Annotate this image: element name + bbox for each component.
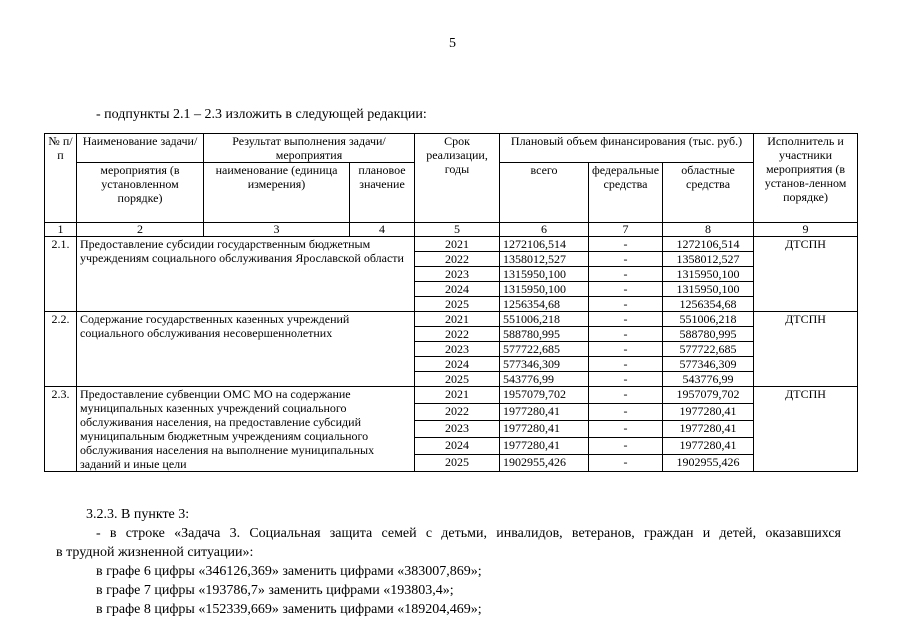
federal-cell: -: [589, 372, 663, 387]
year-cell: 2025: [415, 372, 500, 387]
column-number: 6: [500, 223, 589, 237]
paragraph-line: в графе 8 цифры «152339,669» заменить цифрами «189204,469»;: [96, 602, 482, 617]
regional-cell: 1977280,41: [663, 438, 754, 455]
regional-cell: 543776,99: [663, 372, 754, 387]
year-cell: 2022: [415, 252, 500, 267]
paragraph-line: в графе 7 цифры «193786,7» заменить цифрами «193803,4»;: [96, 583, 454, 598]
table-row: [45, 312, 858, 327]
regional-cell: 1902955,426: [663, 455, 754, 472]
amendment-text: [56, 505, 841, 619]
year-cell: 2021: [415, 312, 500, 327]
total-cell: 1902955,426: [500, 455, 589, 472]
total-cell: 1977280,41: [500, 404, 589, 421]
federal-cell: -: [589, 387, 663, 404]
total-cell: 1315950,100: [500, 267, 589, 282]
total-cell: 588780,995: [500, 327, 589, 342]
federal-cell: -: [589, 421, 663, 438]
column-number: 4: [350, 223, 415, 237]
total-cell: 1358012,527: [500, 252, 589, 267]
intro-text: - подпункты 2.1 – 2.3 изложить в следующей редакции:: [96, 107, 427, 122]
financing-table: [44, 133, 858, 472]
column-number: 3: [204, 223, 350, 237]
header-total: всего: [500, 163, 589, 223]
federal-cell: -: [589, 438, 663, 455]
header-federal: федеральные средства: [589, 163, 663, 223]
regional-cell: 1315950,100: [663, 267, 754, 282]
row-num: 2.2.: [45, 312, 77, 387]
header-executor: Исполнитель и участники мероприятия (в установ-ленном порядке): [754, 134, 858, 223]
year-cell: 2023: [415, 342, 500, 357]
column-number: 5: [415, 223, 500, 237]
regional-cell: 588780,995: [663, 327, 754, 342]
table-row: [45, 237, 858, 252]
column-number: 9: [754, 223, 858, 237]
paragraph-line: в трудной жизненной ситуации»:: [56, 545, 254, 560]
total-cell: 1272106,514: [500, 237, 589, 252]
federal-cell: -: [589, 342, 663, 357]
row-num: 2.3.: [45, 387, 77, 472]
regional-cell: 1272106,514: [663, 237, 754, 252]
federal-cell: -: [589, 267, 663, 282]
year-cell: 2025: [415, 297, 500, 312]
federal-cell: -: [589, 455, 663, 472]
year-cell: 2023: [415, 267, 500, 282]
regional-cell: 1315950,100: [663, 282, 754, 297]
federal-cell: -: [589, 404, 663, 421]
total-cell: 1256354,68: [500, 297, 589, 312]
federal-cell: -: [589, 357, 663, 372]
total-cell: 551006,218: [500, 312, 589, 327]
item-heading: 3.2.3. В пункте 3:: [86, 507, 190, 522]
federal-cell: -: [589, 252, 663, 267]
column-number: 2: [77, 223, 204, 237]
row-name: Предоставление субвенции ОМС МО на содержание муниципальных казенных учреждений социального обслуживания населения, на предоставление субсидий муниципальным бюджетным учреждениям социального обслуживания населения на выполнение муниципальных заданий и иные цели: [77, 387, 415, 472]
header-regional: областные средства: [663, 163, 754, 223]
year-cell: 2024: [415, 357, 500, 372]
regional-cell: 1957079,702: [663, 387, 754, 404]
total-cell: 543776,99: [500, 372, 589, 387]
federal-cell: -: [589, 327, 663, 342]
column-number: 8: [663, 223, 754, 237]
header-funding: Плановый объем финансирования (тыс. руб.): [500, 134, 754, 163]
year-cell: 2025: [415, 455, 500, 472]
header-num: № п/п: [45, 134, 77, 223]
row-name: Предоставление субсидии государственным бюджетным учреждениям социального обслуживания Ярославской области: [77, 237, 415, 312]
regional-cell: 1977280,41: [663, 404, 754, 421]
row-name: Содержание государственных казенных учреждений социального обслуживания несовершеннолетних: [77, 312, 415, 387]
row-executor: ДТСПН: [754, 237, 858, 312]
row-executor: ДТСПН: [754, 312, 858, 387]
regional-cell: 577722,685: [663, 342, 754, 357]
year-cell: 2024: [415, 282, 500, 297]
header-term: Срок реализации, годы: [415, 134, 500, 223]
year-cell: 2024: [415, 438, 500, 455]
header-name-top: Наименование задачи/: [77, 134, 204, 163]
regional-cell: 1256354,68: [663, 297, 754, 312]
column-numbers-row: [45, 223, 858, 237]
header-name-bottom: мероприятия (в установленном порядке): [77, 163, 204, 223]
total-cell: 577346,309: [500, 357, 589, 372]
year-cell: 2021: [415, 237, 500, 252]
federal-cell: -: [589, 297, 663, 312]
header-result: Результат выполнения задачи/мероприятия: [204, 134, 415, 163]
total-cell: 577722,685: [500, 342, 589, 357]
column-number: 1: [45, 223, 77, 237]
total-cell: 1315950,100: [500, 282, 589, 297]
table-row: [45, 387, 858, 404]
header-result-name: наименование (единица измерения): [204, 163, 350, 223]
total-cell: 1957079,702: [500, 387, 589, 404]
paragraph-line: в графе 6 цифры «346126,369» заменить цифрами «383007,869»;: [96, 564, 482, 579]
row-num: 2.1.: [45, 237, 77, 312]
year-cell: 2022: [415, 404, 500, 421]
regional-cell: 1977280,41: [663, 421, 754, 438]
total-cell: 1977280,41: [500, 421, 589, 438]
paragraph-line: - в строке «Задача 3. Социальная защита семей с детьми, инвалидов, ветеранов, граждан и детей, оказавшихся: [96, 526, 841, 541]
header-result-plan: плановое значение: [350, 163, 415, 223]
federal-cell: -: [589, 312, 663, 327]
page-number: 5: [449, 36, 456, 51]
regional-cell: 577346,309: [663, 357, 754, 372]
regional-cell: 551006,218: [663, 312, 754, 327]
row-executor: ДТСПН: [754, 387, 858, 472]
year-cell: 2021: [415, 387, 500, 404]
year-cell: 2023: [415, 421, 500, 438]
column-number: 7: [589, 223, 663, 237]
total-cell: 1977280,41: [500, 438, 589, 455]
federal-cell: -: [589, 237, 663, 252]
regional-cell: 1358012,527: [663, 252, 754, 267]
federal-cell: -: [589, 282, 663, 297]
year-cell: 2022: [415, 327, 500, 342]
